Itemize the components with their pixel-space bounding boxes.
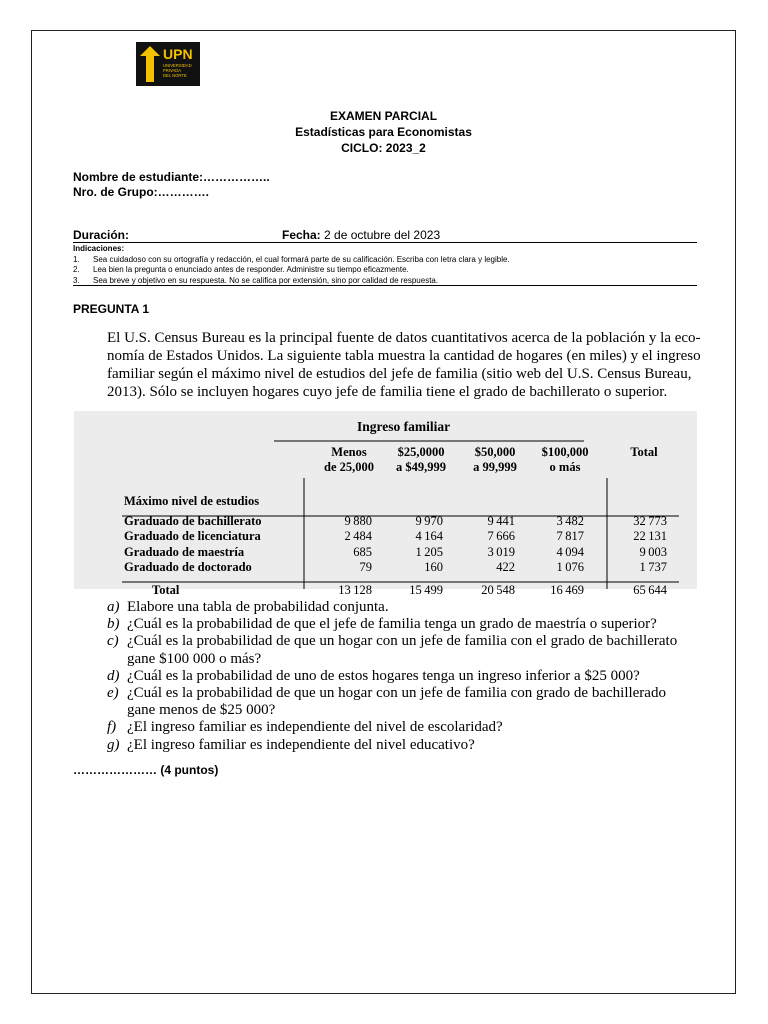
- column-header-line2: Total: [630, 445, 658, 459]
- exam-header: [32, 108, 735, 156]
- table-cell: 2 484: [344, 529, 372, 543]
- indication-text: Lea bien la pregunta o enunciado antes de responder. Administre su tiempo eficazmente.: [93, 265, 409, 274]
- intro-line: familiar según el máximo nivel de estudios del jefe de familia (sitio web del U.S. Census Bureau,: [107, 366, 692, 382]
- indication-number: 1.: [73, 254, 80, 264]
- question-item: [107, 633, 707, 650]
- item-label: f): [107, 719, 117, 736]
- group-number-field: Nro. de Grupo:………….: [73, 185, 209, 199]
- column-header-line2: a 99,999: [473, 460, 517, 474]
- intro-line: El U.S. Census Bureau es la principal fuente de datos cuantitativos acerca de la población y la eco-: [107, 330, 701, 346]
- column-header-line2: de 25,000: [324, 460, 374, 474]
- exam-page: [31, 30, 736, 994]
- course-name: Estadísticas para Economistas: [295, 125, 472, 139]
- column-header-line2: o más: [549, 460, 581, 474]
- item-text: ¿Cuál es la probabilidad de que un hogar con un jefe de familia con el grado de bachillerato: [127, 633, 678, 650]
- indication-text: Sea cuidadoso con su ortografía y redacción, el cual formará parte de su calificación. Escriba con letra clara y legible.: [93, 254, 510, 264]
- item-label: e): [107, 685, 119, 702]
- indication-number: 3.: [73, 275, 80, 285]
- question-title: PREGUNTA 1: [73, 302, 150, 316]
- question-intro: [107, 329, 702, 401]
- indication-item: [73, 255, 697, 266]
- intro-line: 2013). Sólo se incluyen hogares cuyo jefe de familia tiene el grado de bachillerato o superior.: [107, 384, 668, 400]
- column-header: [458, 445, 532, 475]
- group-header: Ingreso familiar: [357, 419, 451, 434]
- table-cell: 422: [496, 560, 515, 574]
- logo-text: UPN: [163, 46, 193, 62]
- table-cell: 7 817: [556, 529, 584, 543]
- logo-subtext-1: UNIVERSIDAD: [163, 63, 192, 68]
- item-label: g): [107, 736, 120, 753]
- table-cell: 685: [353, 545, 372, 559]
- question-item: [107, 616, 707, 633]
- date-line: [282, 228, 440, 242]
- question-item: [107, 685, 707, 702]
- table-cell: 32 773: [633, 514, 667, 528]
- item-label: a): [107, 599, 120, 615]
- date-label: Fecha:: [282, 228, 321, 242]
- cycle: CICLO: 2023_2: [341, 141, 426, 155]
- item-label: [107, 702, 127, 719]
- student-name-field: Nombre de estudiante:……………..: [73, 170, 270, 184]
- row-header: Máximo nivel de estudios: [124, 494, 260, 508]
- income-table: [74, 411, 697, 597]
- table-cell: 9 003: [639, 545, 667, 559]
- column-header: [614, 445, 674, 460]
- table-cell: 3 019: [487, 545, 515, 559]
- table-cell: 9 441: [487, 514, 515, 528]
- item-text: gane menos de $25 000?: [127, 702, 276, 719]
- table-cell: 4 164: [415, 529, 443, 543]
- column-header-line1: $100,000: [541, 445, 589, 459]
- indication-number: 2.: [73, 265, 80, 274]
- table-cell: 4 094: [556, 545, 584, 559]
- table-cell: 79: [359, 560, 372, 574]
- column-header-line1: Menos: [331, 445, 367, 459]
- divider-bottom: [73, 285, 697, 286]
- intro-line: nomía de Estados Unidos. La siguiente tabla muestra la cantidad de hogares (en miles) y el ingreso: [107, 348, 701, 364]
- item-label: b): [107, 616, 120, 633]
- total-cell: 13 128: [338, 583, 372, 597]
- divider-top: [73, 242, 697, 243]
- arrow-up-icon: [140, 46, 160, 82]
- total-cell: 16 469: [550, 583, 584, 597]
- total-cell: 15 499: [409, 583, 443, 597]
- item-text: gane $100 000 o más?: [127, 650, 262, 667]
- indication-text: Sea breve y objetivo en su respuesta. No se califica por extensión, sino por calidad de respuesta.: [93, 275, 439, 285]
- table-cell: 3 482: [556, 514, 584, 528]
- table-cell: 22 131: [633, 529, 667, 543]
- column-header-line2: a $49,999: [396, 460, 446, 474]
- question-item: [107, 737, 707, 754]
- table-cell: 1 205: [415, 545, 443, 559]
- item-text: Elabore una tabla de probabilidad conjunta.: [127, 599, 389, 615]
- column-header-line1: $25,0000: [397, 445, 445, 459]
- row-label: Graduado de doctorado: [124, 560, 252, 574]
- row-label: Graduado de bachillerato: [124, 514, 262, 528]
- logo-subtext-2: PRIVADA: [163, 68, 182, 73]
- table-cell: 1 737: [639, 560, 667, 574]
- exam-title: EXAMEN PARCIAL: [329, 109, 438, 123]
- question-item: [107, 651, 707, 668]
- column-header-line1: $50,000: [474, 445, 516, 459]
- item-label: c): [107, 633, 119, 650]
- question-item: [107, 702, 707, 719]
- table-cell: 7 666: [487, 529, 515, 543]
- table-cell: 9 880: [344, 514, 372, 528]
- logo-subtext-3: DEL NORTE: [163, 73, 187, 78]
- item-text: ¿Cuál es la probabilidad de que el jefe de familia tenga un grado de maestría o superior?: [127, 616, 657, 633]
- points: ………………… (4 puntos): [73, 763, 219, 777]
- question-item: [107, 668, 707, 685]
- table-cell: 1 076: [556, 560, 584, 574]
- item-text: ¿Cuál es la probabilidad de que un hogar con un jefe de familia con grado de bachillerado: [127, 685, 666, 702]
- column-header: [314, 445, 384, 475]
- item-label: [107, 651, 127, 668]
- total-cell: 20 548: [481, 583, 515, 597]
- row-label: Graduado de maestría: [124, 545, 245, 559]
- upn-logo-mark: [136, 42, 200, 86]
- date-value: 2 de octubre del 2023: [324, 228, 441, 242]
- question-items: [107, 599, 707, 754]
- column-header: [384, 445, 458, 475]
- item-text: ¿El ingreso familiar es independiente del nivel educativo?: [127, 736, 475, 753]
- indication-item: [73, 265, 697, 276]
- item-text: ¿El ingreso familiar es independiente del nivel de escolaridad?: [127, 719, 503, 736]
- question-item: [107, 719, 707, 736]
- table-cell: 9 970: [415, 514, 443, 528]
- total-cell: 65 644: [633, 583, 667, 597]
- table-cell: 160: [424, 560, 443, 574]
- item-text: ¿Cuál es la probabilidad de uno de estos hogares tenga un ingreso inferior a $25 000?: [127, 667, 640, 684]
- upn-logo: [136, 42, 200, 86]
- column-header: [530, 445, 600, 475]
- question-item: [107, 599, 707, 616]
- row-label: Graduado de licenciatura: [124, 529, 261, 543]
- total-label: Total: [152, 583, 180, 597]
- item-label: d): [107, 667, 120, 684]
- indications: [73, 244, 697, 286]
- duration-label: Duración:: [73, 228, 130, 242]
- indications-title: Indicaciones:: [73, 244, 125, 253]
